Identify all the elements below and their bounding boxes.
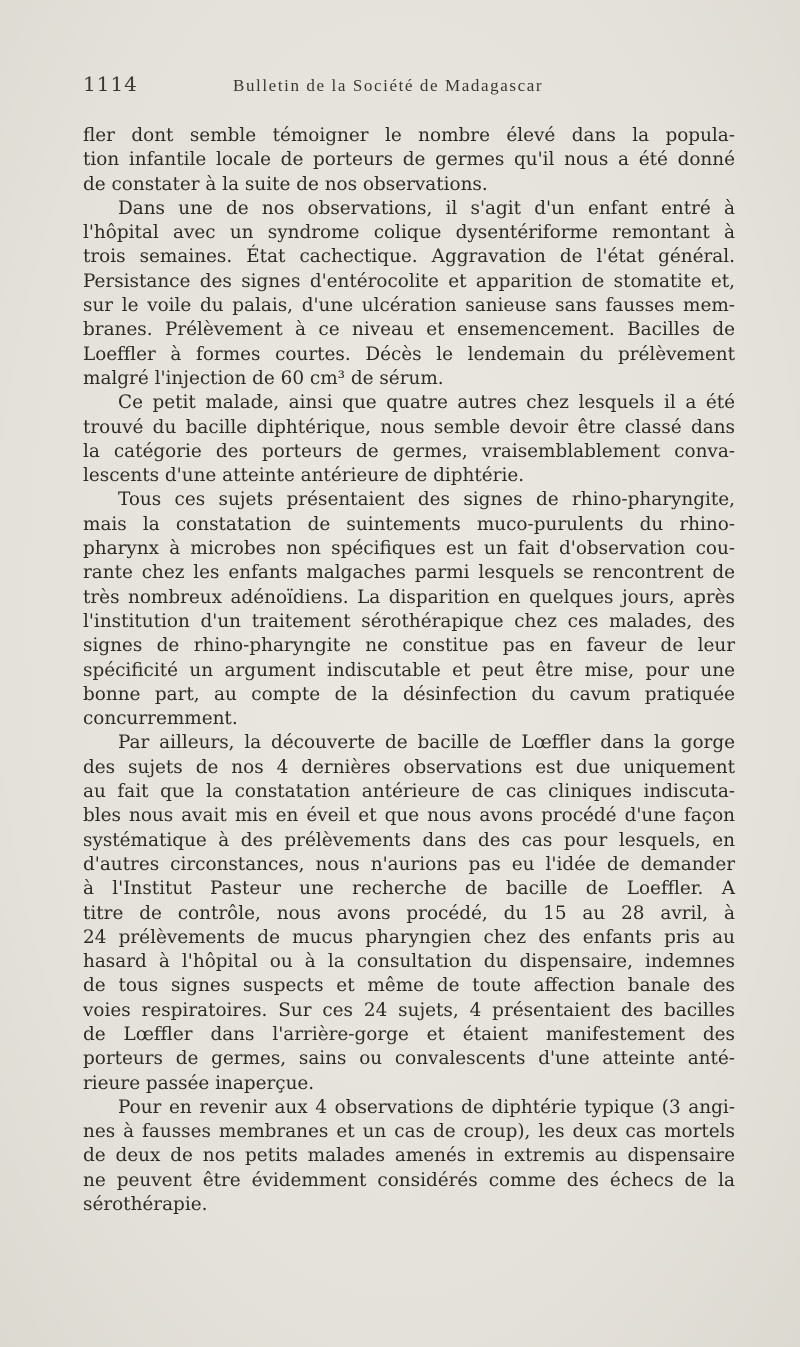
text-line: très nombreux adénoïdiens. La disparition en quelques jours, après: [83, 586, 735, 608]
text-line: l'institution d'un traitement sérothérapique chez ces malades, des: [83, 610, 735, 632]
text-line: concurremment.: [83, 708, 238, 730]
running-title: Bulletin de la Société de Madagascar: [233, 76, 544, 95]
text-line: Tous ces sujets présentaient des signes de rhino-pharyngite,: [118, 489, 735, 511]
text-line: voies respiratoires. Sur ces 24 sujets, 4 présentaient des bacilles: [83, 999, 735, 1021]
text-line: de constater à la suite de nos observations.: [83, 173, 488, 195]
text-line: ne peuvent être évidemment considérés comme des échecs de la: [83, 1169, 735, 1191]
page-number: 1114: [83, 72, 138, 96]
text-line: trouvé du bacille diphtérique, nous semble devoir être classé dans: [83, 416, 735, 438]
text-line: nes à fausses membranes et un cas de croup), les deux cas mortels: [83, 1121, 735, 1143]
text-line: trois semaines. État cachectique. Aggravation de l'état général.: [83, 246, 735, 268]
text-line: hasard à l'hôpital ou à la consultation du dispensaire, indemnes: [83, 951, 735, 973]
text-line: d'autres circonstances, nous n'aurions pas eu l'idée de demander: [83, 853, 735, 875]
text-line: de tous signes suspects et même de toute affection banale des: [83, 975, 735, 997]
text-line: signes de rhino-pharyngite ne constitue pas en faveur de leur: [83, 635, 735, 657]
text-line: Persistance des signes d'entérocolite et apparition de stomatite et,: [83, 270, 735, 292]
text-line: Par ailleurs, la découverte de bacille de Lœffler dans la gorge: [118, 732, 735, 754]
text-line: des sujets de nos 4 dernières observations est due uniquement: [83, 756, 735, 778]
text-line: branes. Prélèvement à ce niveau et ensemencement. Bacilles de: [83, 319, 735, 341]
text-line: malgré l'injection de 60 cm³ de sérum.: [83, 367, 444, 389]
text-line: fler dont semble témoigner le nombre élevé dans la popula-: [83, 125, 735, 146]
text-line: pharynx à microbes non spécifiques est un fait d'observation cou-: [83, 538, 735, 560]
text-line: Pour en revenir aux 4 observations de diphtérie typique (3 angi-: [118, 1096, 735, 1118]
text-line: porteurs de germes, sains ou convalescents d'une atteinte anté-: [83, 1048, 735, 1070]
text-line: de deux de nos petits malades amenés in extremis au dispensaire: [83, 1145, 735, 1167]
text-line: titre de contrôle, nous avons procédé, du 15 au 28 avril, à: [83, 902, 735, 924]
text-line: bonne part, au compte de la désinfection du cavum pratiquée: [83, 683, 735, 705]
text-line: la catégorie des porteurs de germes, vraisemblablement conva-: [83, 440, 735, 462]
text-line: de Lœffler dans l'arrière-gorge et étaient manifestement des: [83, 1023, 735, 1045]
text-line: l'hôpital avec un syndrome colique dysentériforme remontant à: [83, 222, 735, 244]
text-line: à l'Institut Pasteur une recherche de bacille de Loeffler. A: [83, 878, 735, 900]
text-line: tion infantile locale de porteurs de germes qu'il nous a été donné: [83, 149, 735, 171]
text-line: sérothérapie.: [83, 1194, 208, 1216]
text-line: au fait que la constatation antérieure de cas cliniques indiscuta-: [83, 781, 735, 803]
page-header: [83, 72, 733, 100]
text-line: bles nous avait mis en éveil et que nous avons procédé d'une façon: [83, 805, 735, 827]
text-line: systématique à des prélèvements dans des cas pour lesquels, en: [83, 829, 735, 851]
body-text: [83, 124, 735, 1217]
text-line: Dans une de nos observations, il s'agit d'un enfant entré à: [118, 197, 735, 219]
text-line: spécificité un argument indiscutable et peut être mise, pour une: [83, 659, 735, 681]
text-line: Ce petit malade, ainsi que quatre autres chez lesquels il a été: [118, 392, 735, 414]
text-line: Loeffler à formes courtes. Décès le lendemain du prélèvement: [83, 343, 735, 365]
text-line: rieure passée inaperçue.: [83, 1072, 315, 1094]
text-line: mais la constatation de suintements muco-purulents du rhino-: [83, 513, 735, 535]
text-line: lescents d'une atteinte antérieure de diphtérie.: [83, 465, 525, 487]
text-line: sur le voile du palais, d'une ulcération sanieuse sans fausses mem-: [83, 295, 735, 317]
text-line: 24 prélèvements de mucus pharyngien chez des enfants pris au: [83, 926, 735, 948]
text-line: rante chez les enfants malgaches parmi lesquels se rencontrent de: [83, 562, 735, 584]
